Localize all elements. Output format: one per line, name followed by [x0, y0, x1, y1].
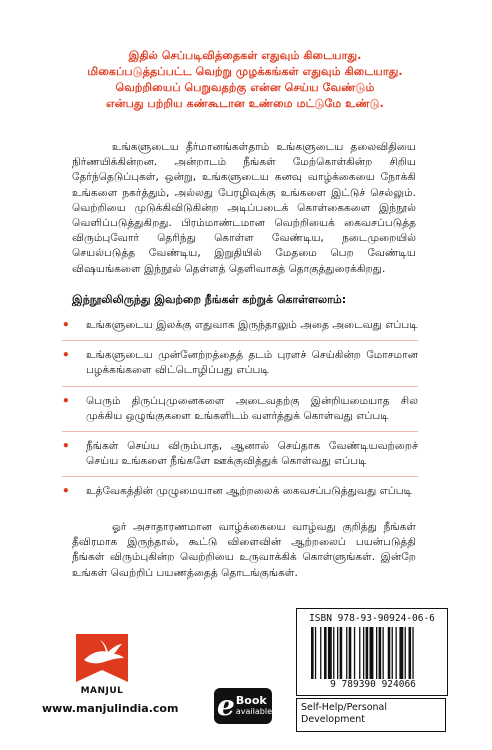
bullet-intro: இந்நூலிலிருந்து இவற்றை நீங்கள் கற்றுக் கொள்ளலாம்: [72, 293, 347, 306]
barcode-bar [311, 627, 314, 679]
bullet-icon: • [62, 318, 70, 332]
tagline-line-2: மிகைப்படுத்தப்பட்ட வெற்று முழக்கங்கள் எதுவும் கிடையாது. [87, 65, 403, 78]
bullet-icon: • [62, 393, 70, 408]
tagline-line-1: இதில் செப்படிவித்தைகள் எதுவும் கிடையாது. [128, 49, 362, 62]
ebook-word: Book [235, 694, 267, 707]
publisher-name: MANJUL [80, 686, 124, 696]
list-item [62, 484, 418, 499]
barcode-bar [405, 627, 406, 679]
barcode-bar [379, 627, 382, 679]
barcode-bar [349, 627, 352, 679]
barcode-bar [333, 627, 334, 679]
barcode-bar [366, 627, 369, 679]
ebook-e-icon: e [217, 689, 235, 722]
divider [62, 431, 418, 432]
barcode-bar [315, 627, 316, 679]
bullet-icon: • [62, 439, 70, 454]
barcode-bar [399, 627, 403, 679]
list-item [62, 439, 418, 469]
category-label: Self-Help/Personal Development [296, 698, 446, 732]
barcode-bar [354, 627, 355, 679]
bullet-text: பெரும் திருப்புமுனைகளை அடைவதற்கு இன்றியமையாத சில முக்கிய ஒழுங்குகளை உங்களிடம் வளர்த்துக் கொள்வது எப்படி [86, 394, 418, 422]
list-item [62, 394, 418, 424]
barcode-bar [396, 627, 397, 679]
barcode-bar [324, 627, 327, 679]
barcode-digits: 9 789390 924066 [330, 679, 416, 690]
bullet-icon: • [62, 348, 70, 363]
barcode-bar [359, 627, 360, 679]
bullet-list [62, 318, 418, 507]
barcode-bar [370, 627, 374, 679]
publisher-logo-icon [72, 630, 132, 686]
barcode-bar [388, 627, 391, 679]
bullet-text: உங்களுடைய முன்னேற்றத்தைத் தடம் புரளச் செய்கின்ற மோசமான பழக்கங்களை விட்டொழிப்பது எப்படி [86, 349, 418, 377]
bullet-text: நீங்கள் செய்ய விரும்பாத, ஆனால் செய்தாக வேண்டியவற்றைச் செய்ய உங்களை நீங்களே ஊக்குவித்துக் கொள்வது எப்படி [86, 440, 418, 468]
barcode-bar [320, 627, 321, 679]
barcode-bar [346, 627, 347, 679]
barcode-bar [412, 627, 413, 679]
barcode-box [296, 608, 448, 696]
divider [62, 340, 418, 341]
divider [62, 386, 418, 387]
barcode-bar [328, 627, 332, 679]
barcode-icon [309, 627, 441, 679]
list-item [62, 348, 418, 378]
tagline-line-3: வெற்றியைப் பெறுவதற்கு என்ன செய்ய வேண்டும் [115, 81, 375, 94]
description-paragraph: உங்களுடைய தீர்மானங்கள்தாம் உங்களுடைய தலைவிதியை நிர்ணயிக்கின்றன. அன்றாடம் நீங்கள் மேற்கொள்கின்ற சிறிய தேர்ந்தெடுப்புகள், ஒன்று, உங்களுடைய கனவு வாழ்க்கையை நோக்கி உங்களை நகர்த்தும், அல்லது பேரழிவுக்கு உங்களை இட்டுச் செல்லும். வெற்றியை முடுக்கிவிடுகின்ற அடிப்படைக் கொள்கைகளை இந்நூல் வெளிப்படுத்துகிறது. பிரம்மாண்டமான வெற்றியைக் கைவசப்படுத்த விரும்புவோர் தெரிந்து கொள்ள வேண்டிய, நடைமுறையில் செயல்படுத்த வேண்டிய, இறுதியில் மேதமை பெற வேண்டிய விஷயங்களை இந்நூல் தெள்ளத் தெளிவாகத் தொகுத்துரைக்கிறது. [72, 141, 416, 275]
barcode-bar [376, 627, 377, 679]
barcode-bar [383, 627, 384, 679]
tagline [70, 48, 420, 112]
tagline-line-4: என்பது பற்றிய கண்கூடான உண்மை மட்டுமே உண்டு. [106, 97, 384, 110]
barcode-bar [409, 627, 412, 679]
bullet-text: உத்வேகத்தின் முழுமையான ஆற்றலைக் கைவசப்படுத்துவது எப்படி [86, 485, 413, 498]
publisher-website: www.manjulindia.com [42, 702, 179, 715]
barcode-bar [392, 627, 393, 679]
bullet-text: உங்களுடைய இலக்கு எதுவாக இருந்தாலும் அதை அடைவது எப்படி [86, 319, 418, 331]
ebook-available: available [235, 707, 272, 716]
list-item [62, 318, 418, 333]
isbn-label: ISBN 978-93-90924-06-6 [309, 613, 435, 624]
closing-paragraph: ஓர் அசாதாரணமான வாழ்க்கையை வாழ்வது குறித்து நீங்கள் தீவிரமாக இருந்தால், கூட்டு விளைவின் ஆற்றலைப் பயன்படுத்தி நீங்கள் விரும்புகின்ற வெற்றியை உருவாக்கிக் கொள்ளுங்கள். இன்றே உங்கள் வெற்றிப் பயணத்தைத் தொடங்குங்கள். [72, 521, 416, 579]
barcode-bar [340, 627, 343, 679]
ebook-badge [214, 688, 272, 724]
divider [62, 476, 418, 477]
barcode-bar [363, 627, 364, 679]
bullet-icon: • [62, 484, 70, 499]
barcode-bar [337, 627, 338, 679]
